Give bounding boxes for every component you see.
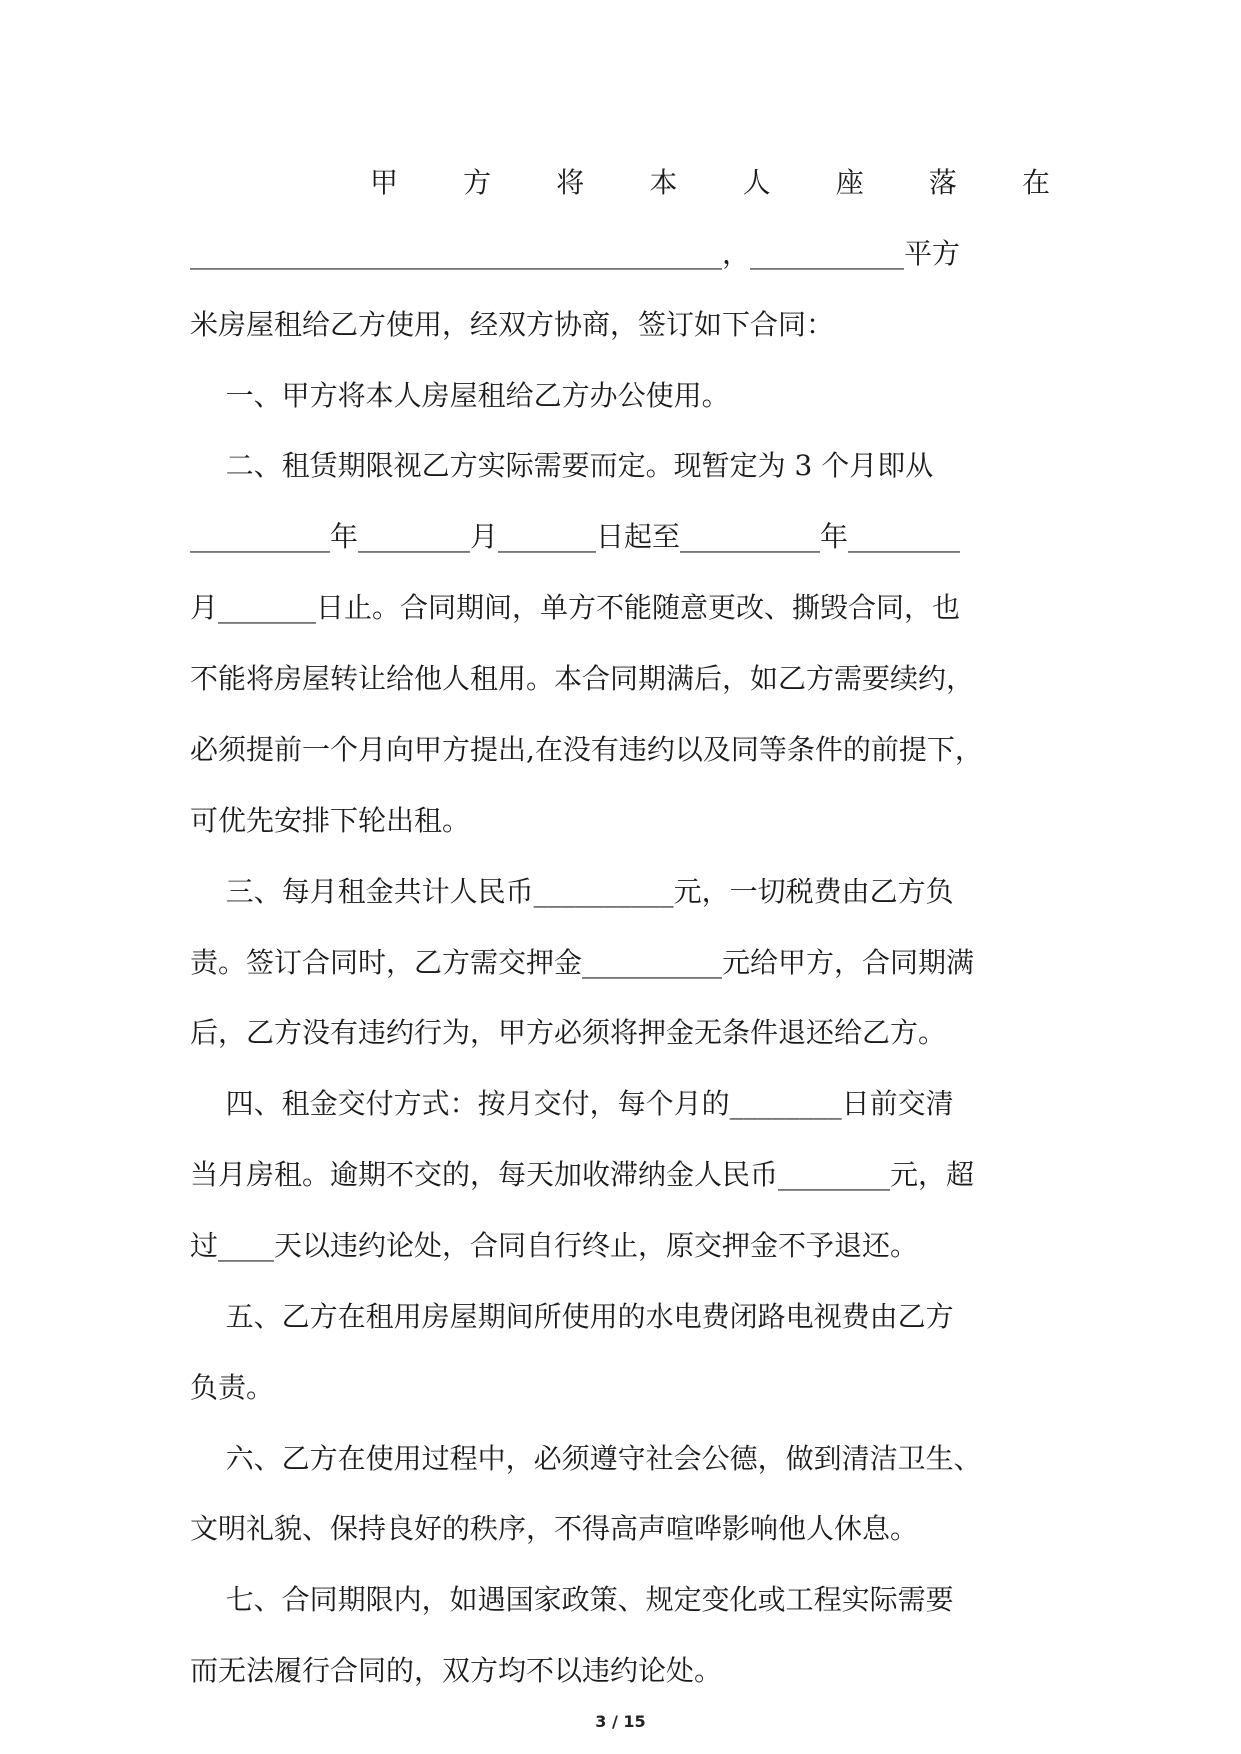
contract-line: 负责。 xyxy=(190,1371,275,1404)
heading-line xyxy=(370,163,1050,203)
contract-line: 月_______日止。合同期间，单方不能随意更改、撕毁合同，也 xyxy=(190,591,961,624)
contract-line: 米房屋租给乙方使用，经双方协商，签订如下合同： xyxy=(190,308,835,341)
contract-line: 四、租金交付方式：按月交付，每个月的________日前交清 xyxy=(190,1087,954,1120)
contract-line: 二、租赁期限视乙方实际需要而定。现暂定为 3 个月即从 xyxy=(190,449,934,482)
contract-line: 不能将房屋转让给他人租用。本合同期满后，如乙方需要续约， xyxy=(190,662,975,695)
contract-line: 三、每月租金共计人民币__________元，一切税费由乙方负 xyxy=(190,875,954,908)
heading-char: 在 xyxy=(1021,166,1050,199)
contract-line: __________年________月_______日起至__________年________ xyxy=(190,520,961,553)
contract-line: 六、乙方在使用过程中，必须遵守社会公德，做到清洁卫生、 xyxy=(190,1442,982,1475)
page-number: 3 / 15 xyxy=(595,1712,646,1731)
contract-line: 当月房租。逾期不交的，每天加收滞纳金人民币________元，超 xyxy=(190,1158,975,1191)
heading-char: 落 xyxy=(928,166,957,199)
contract-line: 七、合同期限内，如遇国家政策、规定变化或工程实际需要 xyxy=(190,1583,954,1616)
contract-line: 五、乙方在租用房屋期间所使用的水电费闭路电视费由乙方 xyxy=(190,1300,954,1333)
contract-line: ______________________________________，___________平方 xyxy=(190,237,961,270)
heading-char: 本 xyxy=(649,166,678,199)
contract-line: 一、甲方将本人房屋租给乙方办公使用。 xyxy=(190,379,730,412)
contract-line: 文明礼貌、保持良好的秩序，不得高声喧哗影响他人休息。 xyxy=(190,1512,919,1545)
heading-char: 人 xyxy=(742,166,771,199)
contract-line: 过____天以违约论处，合同自行终止，原交押金不予退还。 xyxy=(190,1229,919,1262)
heading-char: 将 xyxy=(556,166,585,199)
contract-line: 而无法履行合同的，双方均不以违约论处。 xyxy=(190,1654,723,1687)
contract-line: 责。签订合同时，乙方需交押金__________元给甲方，合同期满 xyxy=(190,946,975,979)
contract-line: 后，乙方没有违约行为，甲方必须将押金无条件退还给乙方。 xyxy=(190,1016,947,1049)
heading-char: 方 xyxy=(463,166,492,199)
contract-line: 必须提前一个月向甲方提出,在没有违约以及同等条件的前提下， xyxy=(190,733,983,766)
heading-char: 甲 xyxy=(370,166,399,199)
heading-char: 座 xyxy=(835,166,864,199)
contract-line: 可优先安排下轮出租。 xyxy=(190,804,471,837)
